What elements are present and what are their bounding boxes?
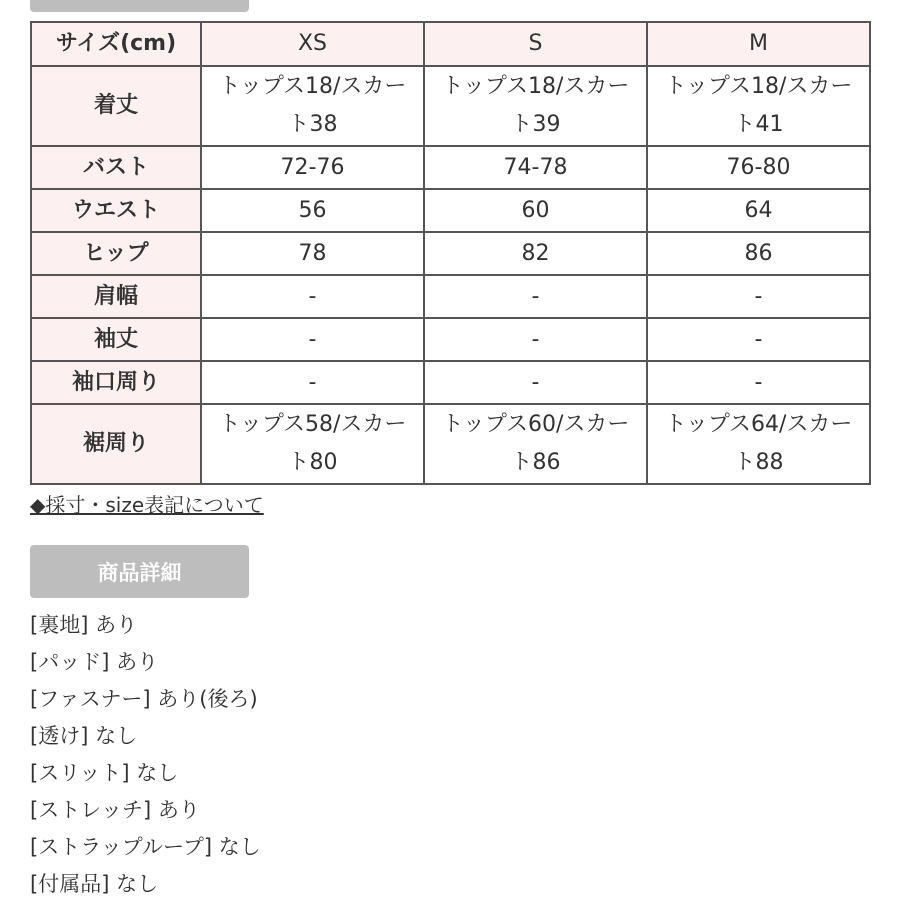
measurement-value-line: ト39 [510, 112, 561, 137]
size-table-row [31, 232, 870, 275]
measurement-value-line: - [531, 369, 540, 395]
measurement-value [424, 404, 647, 484]
size-table-row [31, 275, 870, 318]
measurement-value [647, 275, 870, 318]
measurement-value-line: トップス18/スカー [441, 74, 630, 99]
detail-value: なし [95, 724, 138, 748]
measurement-label: 袖口周り [31, 361, 201, 404]
measurement-label: 袖丈 [31, 318, 201, 361]
measurement-value-line: 82 [521, 240, 550, 266]
measurement-value-line: - [754, 283, 763, 309]
detail-key: 付属品 [38, 872, 102, 896]
measurement-value [201, 66, 424, 146]
measurement-value-line: トップス60/スカー [441, 412, 630, 437]
product-details-header: 商品詳細 [30, 545, 249, 598]
measurement-value [647, 318, 870, 361]
measurement-value-line: ト80 [287, 450, 338, 475]
measurement-value [424, 318, 647, 361]
size-table-row [31, 189, 870, 232]
measurement-label: 裾周り [31, 404, 201, 484]
size-header-row [31, 22, 870, 66]
size-table [30, 21, 871, 485]
size-table-row [31, 361, 870, 404]
size-table-row [31, 318, 870, 361]
measurement-value [647, 146, 870, 189]
measurement-value-line: トップス58/スカー [218, 412, 407, 437]
measurement-value [201, 189, 424, 232]
measurement-value-line: ト88 [733, 450, 784, 475]
measurement-value [201, 404, 424, 484]
detail-item: [ファスナー] あり(後ろ) [30, 687, 258, 711]
measurement-label: ウエスト [31, 189, 201, 232]
measurement-label: バスト [31, 146, 201, 189]
measurement-value [424, 275, 647, 318]
previous-section-tab [30, 0, 249, 12]
measurement-value-line: トップス18/スカー [664, 74, 853, 99]
measurement-value [647, 404, 870, 484]
measurement-value-line: - [754, 326, 763, 352]
measurement-value [201, 232, 424, 275]
size-column-header: XS [201, 22, 424, 66]
detail-key: パッド [38, 650, 102, 674]
detail-key: ストレッチ [38, 798, 143, 822]
measurement-value-line: - [531, 283, 540, 309]
detail-value: あり [157, 798, 200, 822]
product-details-list [30, 607, 261, 900]
size-notation-link[interactable]: ◆採寸・size表記について [30, 493, 264, 517]
detail-item: [ストレッチ] あり [30, 798, 200, 822]
detail-key: ファスナー [38, 687, 143, 711]
detail-value: あり [116, 650, 159, 674]
measurement-label: 肩幅 [31, 275, 201, 318]
measurement-value [647, 189, 870, 232]
detail-item: [パッド] あり [30, 650, 159, 674]
measurement-value [424, 361, 647, 404]
measurement-value-line: 56 [298, 197, 327, 223]
measurement-value [424, 146, 647, 189]
detail-key: 透け [38, 724, 81, 748]
measurement-value-line: 86 [744, 240, 773, 266]
measurement-label: ヒップ [31, 232, 201, 275]
measurement-value [647, 232, 870, 275]
measurement-value-line: トップス18/スカー [218, 74, 407, 99]
measurement-value-line: - [754, 369, 763, 395]
size-table-row [31, 66, 870, 146]
measurement-value [424, 232, 647, 275]
size-table-body [31, 66, 870, 484]
measurement-value-line: - [308, 326, 317, 352]
detail-key: スリット [38, 761, 122, 785]
measurement-value-line: ト38 [287, 112, 338, 137]
measurement-value-line: - [308, 369, 317, 395]
detail-item: [スリット] なし [30, 761, 179, 785]
measurement-value-line: ト41 [733, 112, 784, 137]
size-table-row [31, 404, 870, 484]
measurement-value [201, 275, 424, 318]
measurement-value-line: 72-76 [280, 154, 345, 180]
detail-value: なし [136, 761, 179, 785]
measurement-value-line: 76-80 [726, 154, 791, 180]
detail-item: [透け] なし [30, 724, 138, 748]
measurement-value [647, 361, 870, 404]
measurement-value [201, 146, 424, 189]
measurement-value [201, 361, 424, 404]
measurement-value-line: ト86 [510, 450, 561, 475]
measurement-value [424, 66, 647, 146]
size-table-corner: サイズ(cm) [31, 22, 201, 66]
detail-item: [裏地] あり [30, 613, 138, 637]
detail-key: 裏地 [38, 613, 81, 637]
measurement-value [424, 189, 647, 232]
detail-item: [付属品] なし [30, 872, 159, 896]
measurement-value-line: - [308, 283, 317, 309]
size-column-header: M [647, 22, 870, 66]
measurement-value-line: - [531, 326, 540, 352]
size-column-header: S [424, 22, 647, 66]
detail-value: あり(後ろ) [157, 687, 258, 711]
measurement-value-line: 78 [298, 240, 327, 266]
measurement-value-line: 64 [744, 197, 773, 223]
size-table-row [31, 146, 870, 189]
measurement-value [201, 318, 424, 361]
measurement-value-line: 74-78 [503, 154, 568, 180]
detail-value: あり [95, 613, 138, 637]
detail-value: なし [218, 835, 261, 859]
measurement-label: 着丈 [31, 66, 201, 146]
detail-value: なし [116, 872, 159, 896]
detail-key: ストラップループ [38, 835, 204, 859]
measurement-value [647, 66, 870, 146]
detail-item: [ストラップループ] なし [30, 835, 261, 859]
measurement-value-line: 60 [521, 197, 550, 223]
measurement-value-line: トップス64/スカー [664, 412, 853, 437]
